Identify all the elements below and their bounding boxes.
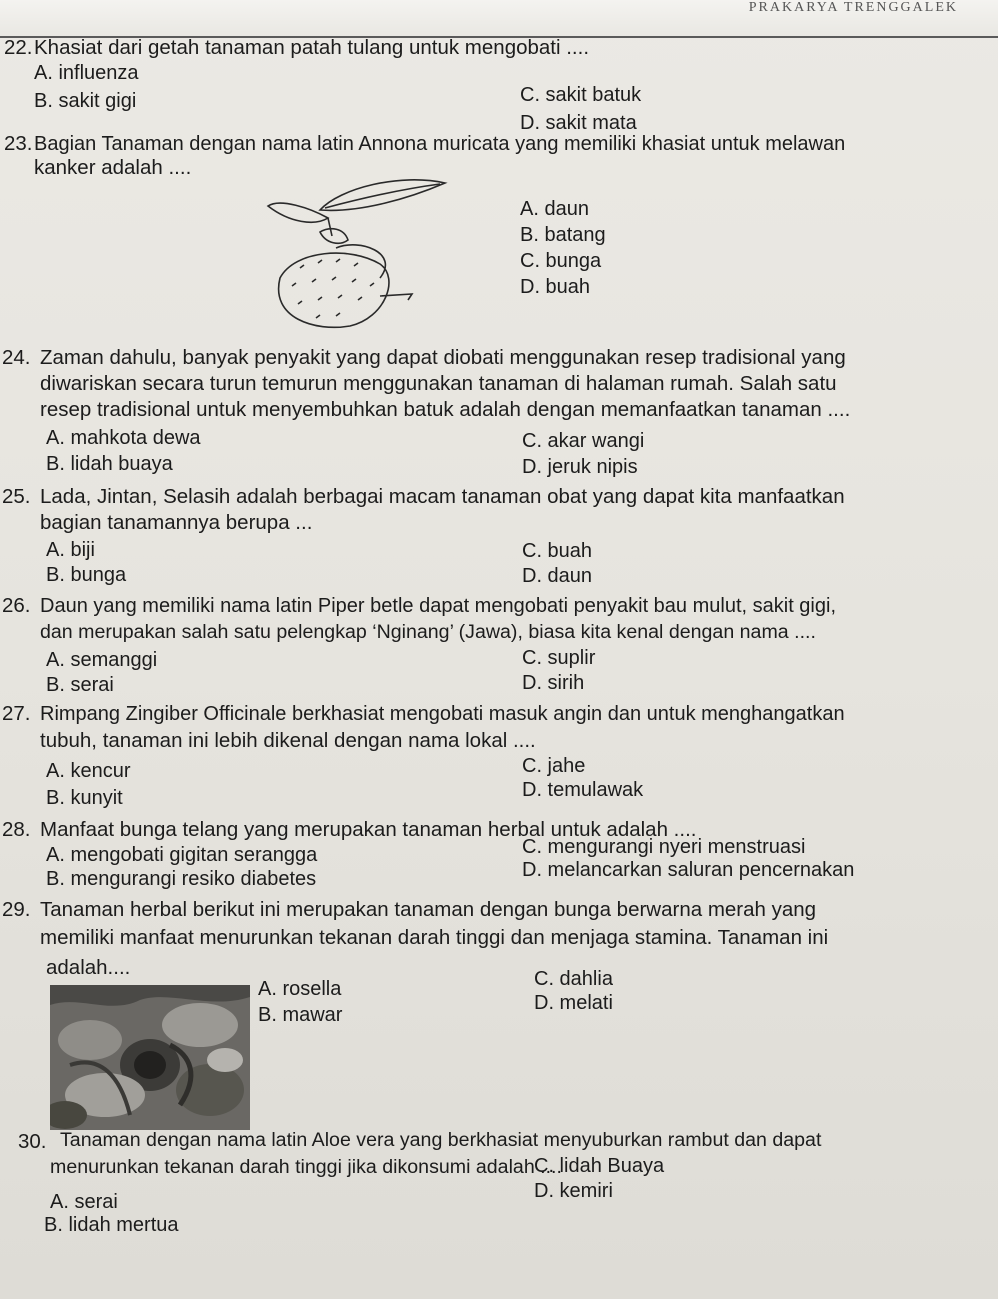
q30-number: 30. (18, 1130, 47, 1153)
q23-option-d[interactable]: D. buah (520, 276, 591, 298)
q23-line2: kanker adalah .... (34, 156, 192, 179)
q24-option-c[interactable]: C. akar wangi (522, 430, 645, 452)
q27-option-c[interactable]: C. jahe (522, 755, 586, 777)
q23-line1: Bagian Tanaman dengan nama latin Annona muricata yang memiliki khasiat untuk melawan (34, 133, 846, 155)
q22-option-c[interactable]: C. sakit batuk (520, 84, 642, 106)
q26-number: 26. (2, 594, 31, 617)
q25-line2: bagian tanamannya berupa ... (40, 511, 313, 534)
q30-option-b[interactable]: B. lidah mertua (44, 1214, 179, 1236)
q24-line3: resep tradisional untuk menyembuhkan batuk adalah dengan memanfaatkan tanaman .... (40, 398, 851, 421)
q27-option-a[interactable]: A. kencur (46, 760, 131, 782)
q29-line2: memiliki manfaat menurunkan tekanan darah tinggi dan menjaga stamina. Tanaman ini (40, 926, 829, 949)
q28-option-a[interactable]: A. mengobati gigitan serangga (46, 844, 318, 866)
q22-option-b[interactable]: B. sakit gigi (34, 90, 137, 112)
q26-option-c[interactable]: C. suplir (522, 647, 596, 669)
q24-number: 24. (2, 346, 31, 369)
q28-number: 28. (2, 818, 31, 841)
q29-line3: adalah.... (46, 956, 131, 979)
q25-option-b[interactable]: B. bunga (46, 564, 127, 586)
q27-option-b[interactable]: B. kunyit (46, 787, 123, 809)
q27-option-d[interactable]: D. temulawak (522, 779, 644, 801)
q26-option-a[interactable]: A. semanggi (46, 649, 158, 671)
rosella-flower-photo (50, 985, 250, 1130)
q30-line1: Tanaman dengan nama latin Aloe vera yang berkhasiat menyuburkan rambut dan dapat (60, 1129, 822, 1151)
soursop-illustration (240, 168, 490, 340)
q30-option-c[interactable]: C. lidah Buaya (534, 1155, 665, 1177)
q22-option-d[interactable]: D. sakit mata (520, 112, 637, 134)
q26-option-b[interactable]: B. serai (46, 674, 114, 696)
q25-line1: Lada, Jintan, Selasih adalah berbagai macam tanaman obat yang dapat kita manfaatkan (40, 485, 845, 508)
q27-line2: tubuh, tanaman ini lebih dikenal dengan nama lokal .... (40, 729, 536, 752)
q29-number: 29. (2, 898, 31, 921)
q28-text: Manfaat bunga telang yang merupakan tanaman herbal untuk adalah .... (40, 818, 697, 841)
q25-option-c[interactable]: C. buah (522, 540, 593, 562)
header-strip (0, 0, 998, 38)
q23-option-a[interactable]: A. daun (520, 198, 589, 220)
q26-line1: Daun yang memiliki nama latin Piper betle dapat mengobati penyakit bau mulut, sakit gigi, (40, 595, 836, 617)
q30-option-d[interactable]: D. kemiri (534, 1180, 613, 1202)
q22-text: Khasiat dari getah tanaman patah tulang untuk mengobati .... (34, 36, 590, 59)
q26-option-d[interactable]: D. sirih (522, 672, 585, 694)
q30-line2: menurunkan tekanan darah tinggi jika dikonsumi adalah .... (50, 1156, 562, 1178)
q29-option-b[interactable]: B. mawar (258, 1004, 343, 1026)
q27-line1: Rimpang Zingiber Officinale berkhasiat mengobati masuk angin dan untuk menghangatkan (40, 703, 845, 725)
q29-option-a[interactable]: A. rosella (258, 978, 342, 1000)
q25-option-d[interactable]: D. daun (522, 565, 593, 587)
q24-line2: diwariskan secara turun temurun menggunakan tanaman di halaman rumah. Salah satu (40, 372, 837, 395)
header-text: PRAKARYA TRENGGALEK (748, 0, 958, 15)
q23-option-b[interactable]: B. batang (520, 224, 606, 246)
q22-number: 22. (4, 36, 33, 59)
q25-option-a[interactable]: A. biji (46, 539, 95, 561)
q30-option-a[interactable]: A. serai (50, 1191, 118, 1213)
q26-line2: dan merupakan salah satu pelengkap ‘Nginang’ (Jawa), biasa kita kenal dengan nama .... (40, 621, 816, 643)
q28-option-b[interactable]: B. mengurangi resiko diabetes (46, 868, 317, 890)
q23-number: 23. (4, 132, 33, 155)
q29-option-d[interactable]: D. melati (534, 992, 613, 1014)
q28-option-c[interactable]: C. mengurangi nyeri menstruasi (522, 836, 806, 858)
q24-line1: Zaman dahulu, banyak penyakit yang dapat diobati menggunakan resep tradisional yang (40, 346, 846, 369)
q24-option-b[interactable]: B. lidah buaya (46, 453, 173, 475)
q27-number: 27. (2, 702, 31, 725)
q24-option-d[interactable]: D. jeruk nipis (522, 456, 638, 478)
q29-line1: Tanaman herbal berikut ini merupakan tanaman dengan bunga berwarna merah yang (40, 898, 817, 921)
q28-option-d[interactable]: D. melancarkan saluran pencernakan (522, 859, 855, 881)
q23-option-c[interactable]: C. bunga (520, 250, 602, 272)
q22-option-a[interactable]: A. influenza (34, 62, 139, 84)
q29-option-c[interactable]: C. dahlia (534, 968, 613, 990)
q25-number: 25. (2, 485, 31, 508)
q24-option-a[interactable]: A. mahkota dewa (46, 427, 201, 449)
